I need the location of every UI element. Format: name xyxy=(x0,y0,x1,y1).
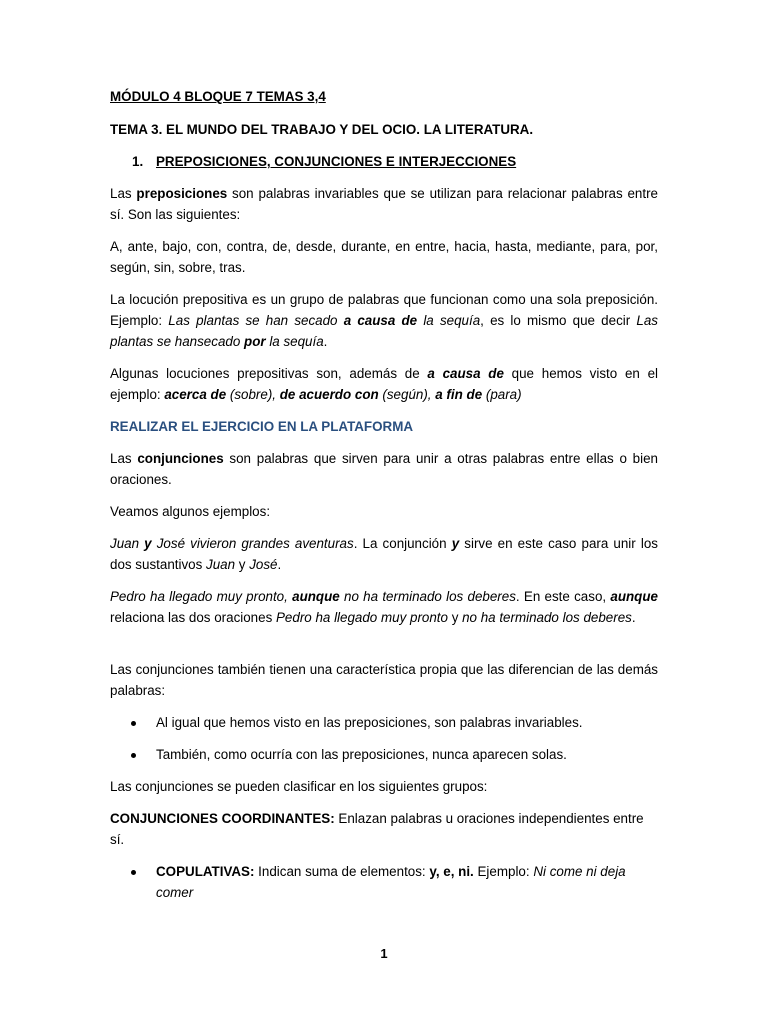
example-text: Pedro ha llegado muy pronto, xyxy=(110,589,293,604)
bullet-text: También, como ocurría con las preposiciones, nunca aparecen solas. xyxy=(156,747,567,762)
bullet-item xyxy=(110,744,658,765)
example-text: Pedro ha llegado muy pronto xyxy=(276,610,448,625)
example-emphasis: aunque xyxy=(292,589,340,604)
module-heading xyxy=(110,86,658,107)
text-run: Las xyxy=(110,451,138,466)
section-title: PREPOSICIONES, CONJUNCIONES E INTERJECCIONES xyxy=(156,154,517,169)
term-preposiciones: preposiciones xyxy=(136,186,228,201)
example-emphasis: acerca de xyxy=(164,387,227,402)
example-text: José vivieron grandes aventuras xyxy=(151,536,354,551)
example-emphasis: aunque xyxy=(610,589,658,604)
example-emphasis: por xyxy=(244,334,266,349)
coordinantes-paragraph xyxy=(110,808,658,850)
bullet-icon xyxy=(131,753,136,758)
example-emphasis: y xyxy=(451,536,460,551)
preposiciones-definition xyxy=(110,183,658,225)
term-coordinantes: CONJUNCIONES COORDINANTES: xyxy=(110,811,335,826)
term-conjunciones: conjunciones xyxy=(137,451,224,466)
conjunciones-characteristic: Las conjunciones también tienen una característica propia que las diferencian de las demás palabras: xyxy=(110,662,658,698)
example-text: Juan xyxy=(206,557,236,572)
text-run: Indican suma de elementos: xyxy=(254,864,430,879)
tema-title: TEMA 3. EL MUNDO DEL TRABAJO Y DEL OCIO. LA LITERATURA. xyxy=(110,122,534,137)
example-text: no ha terminado los deberes xyxy=(462,610,632,625)
section-number: 1. xyxy=(132,154,144,169)
example-emphasis: de acuerdo con xyxy=(279,387,379,402)
text-run: . xyxy=(277,557,282,572)
bullet-item-copulativas xyxy=(110,861,658,903)
text-run: . xyxy=(631,610,636,625)
example-emphasis: a causa de xyxy=(343,313,418,328)
bullet-item xyxy=(110,712,658,733)
example-text: (sobre), xyxy=(226,387,280,402)
example-text: (según), xyxy=(378,387,436,402)
text-run: . La conjunción xyxy=(353,536,452,551)
text-run: relaciona las dos oraciones xyxy=(110,610,276,625)
text-run: . En este caso, xyxy=(515,589,611,604)
text-run: que hemos visto en el ejemplo: xyxy=(110,366,658,402)
exercise-heading: REALIZAR EL EJERCICIO EN LA PLATAFORMA xyxy=(110,419,414,434)
example-emphasis: y xyxy=(144,536,152,551)
example-text: la sequía xyxy=(417,313,481,328)
text-run: , es lo mismo que decir xyxy=(480,313,637,328)
page-content xyxy=(110,86,658,903)
text-run: Las xyxy=(110,186,137,201)
example-emphasis: a fin de xyxy=(435,387,483,402)
bullet-text: Al igual que hemos visto en las preposiciones, son palabras invariables. xyxy=(156,715,583,730)
text-run: Algunas locuciones prepositivas son, además de xyxy=(110,366,428,381)
example-text: Las plantas se han secado xyxy=(168,313,344,328)
groups-intro: Las conjunciones se pueden clasificar en los siguientes grupos: xyxy=(110,779,488,794)
locucion-paragraph xyxy=(110,289,658,352)
text-run: y xyxy=(447,610,463,625)
text-run: y xyxy=(235,557,250,572)
example-text: Ni come ni deja comer xyxy=(156,864,626,900)
bullet-icon xyxy=(131,870,136,875)
text-run: La locución prepositiva es un grupo de palabras que funcionan como una sola preposición. Ejemplo: xyxy=(110,292,658,328)
conjunciones-definition xyxy=(110,448,658,490)
copulativas-list: y, e, ni. xyxy=(429,864,474,879)
example-pedro xyxy=(110,586,658,628)
text-run: sirve en este caso para unir los dos sustantivos xyxy=(110,536,658,572)
preposiciones-list: A, ante, bajo, con, contra, de, desde, durante, en entre, hacia, hasta, mediante, para, por, según, sin, sobre, tras. xyxy=(110,239,658,275)
text-run: son palabras que sirven para unir a otras palabras entre ellas o bien oraciones. xyxy=(110,451,658,487)
term-copulativas: COPULATIVAS: xyxy=(156,864,255,879)
example-juan-jose xyxy=(110,533,658,575)
tema-heading xyxy=(110,119,658,140)
example-text: no ha terminado los deberes xyxy=(339,589,516,604)
example-text: Las plantas se hansecado xyxy=(110,313,658,349)
text-run: Enlazan palabras u oraciones independientes entre sí. xyxy=(110,811,644,847)
example-emphasis: a causa de xyxy=(427,366,504,381)
page-number: 1 xyxy=(380,946,388,961)
text-run: Ejemplo: xyxy=(473,864,534,879)
bullet-icon xyxy=(131,721,136,726)
module-title: MÓDULO 4 BLOQUE 7 TEMAS 3,4 xyxy=(110,89,326,104)
text-run: son palabras invariables que se utilizan para relacionar palabras entre sí. Son las siguientes: xyxy=(110,186,659,222)
text-run: . xyxy=(323,334,328,349)
example-text: Juan xyxy=(110,536,145,551)
examples-intro: Veamos algunos ejemplos: xyxy=(110,504,271,519)
example-text: José xyxy=(249,557,278,572)
locuciones-paragraph xyxy=(110,363,658,405)
section-heading xyxy=(110,151,658,172)
example-text: la sequía xyxy=(265,334,324,349)
example-text: (para) xyxy=(482,387,522,402)
